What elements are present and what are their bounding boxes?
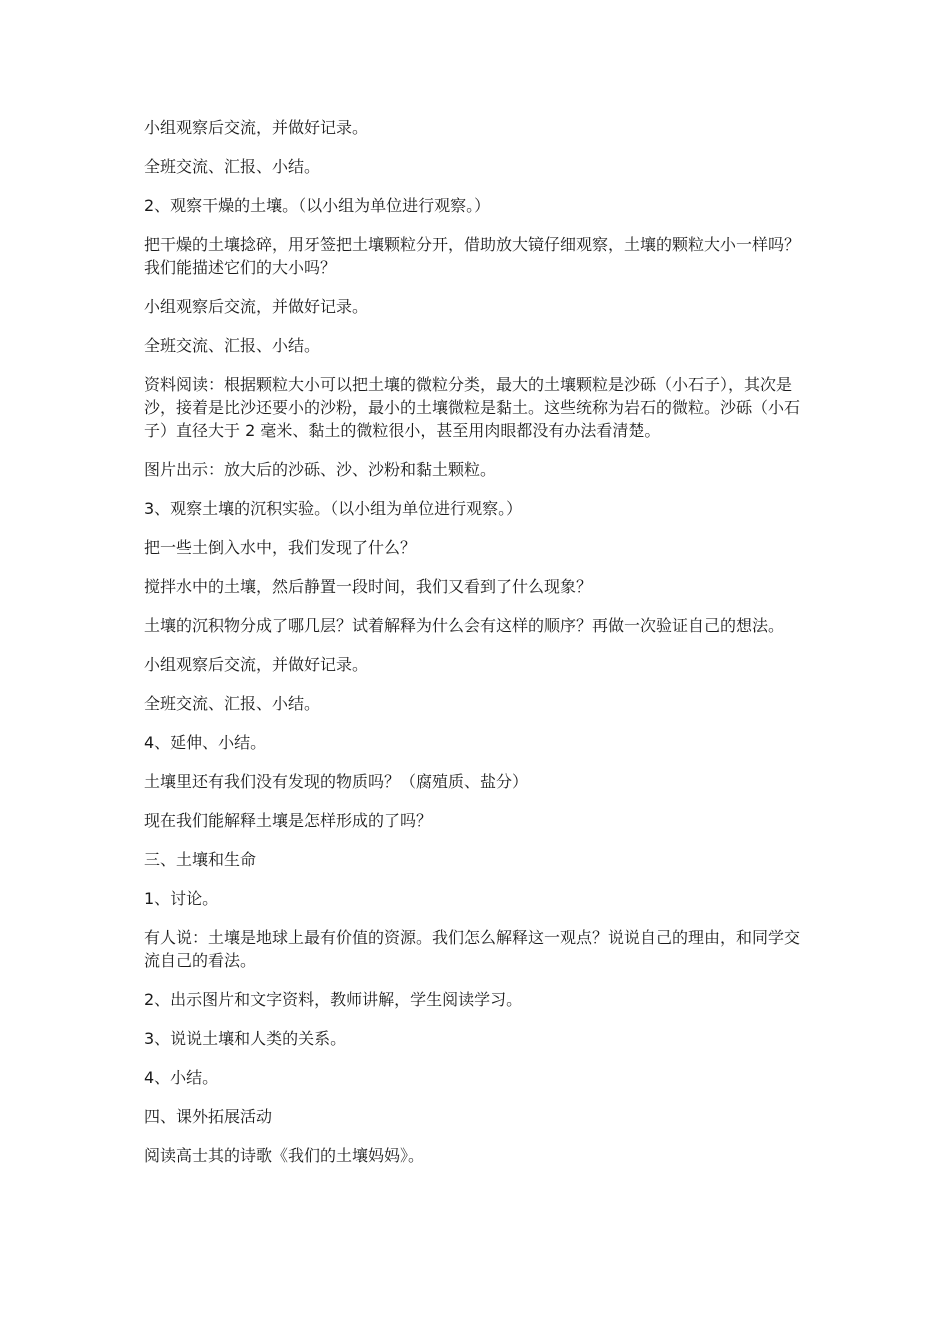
paragraph: 小组观察后交流，并做好记录。 (144, 118, 369, 137)
paragraph: 图片出示：放大后的沙砾、沙、沙粉和黏土颗粒。 (144, 460, 497, 479)
section-heading: 2、出示图片和文字资料，教师讲解，学生阅读学习。 (144, 990, 523, 1009)
paragraph: 全班交流、汇报、小结。 (144, 336, 321, 355)
paragraph: 全班交流、汇报、小结。 (144, 157, 321, 176)
section-heading: 2、观察干燥的土壤。（以小组为单位进行观察。） (144, 196, 491, 215)
paragraph: 资料阅读：根据颗粒大小可以把土壤的微粒分类，最大的土壤颗粒是沙砾（小石子），其次是沙，接着是比沙还要小的沙粉，最小的土壤微粒是黏土。这些统称为岩石的微粒。沙砾（小石子）直径大于 2 毫米、黏土的微粒很小，甚至用肉眼都没有办法看清楚。 (144, 375, 801, 440)
document-body (144, 116, 808, 1183)
section-heading: 4、小结。 (144, 1068, 219, 1087)
paragraph: 搅拌水中的土壤，然后静置一段时间，我们又看到了什么现象？ (144, 577, 593, 596)
section-heading: 3、说说土壤和人类的关系。 (144, 1029, 347, 1048)
paragraph: 有人说：土壤是地球上最有价值的资源。我们怎么解释这一观点？说说自己的理由，和同学交流自己的看法。 (144, 928, 801, 970)
paragraph: 全班交流、汇报、小结。 (144, 694, 321, 713)
section-heading: 1、讨论。 (144, 889, 219, 908)
paragraph: 小组观察后交流，并做好记录。 (144, 655, 369, 674)
paragraph: 把干燥的土壤捻碎，用牙签把土壤颗粒分开，借助放大镜仔细观察，土壤的颗粒大小一样吗？我们能描述它们的大小吗？ (144, 235, 801, 277)
section-heading: 3、观察土壤的沉积实验。（以小组为单位进行观察。） (144, 499, 523, 518)
paragraph: 把一些土倒入水中，我们发现了什么？ (144, 538, 417, 557)
chapter-heading: 四、课外拓展活动 (144, 1107, 273, 1126)
paragraph: 土壤的沉积物分成了哪几层？试着解释为什么会有这样的顺序？再做一次验证自己的想法。 (144, 616, 785, 635)
paragraph: 阅读高士其的诗歌《我们的土壤妈妈》。 (144, 1146, 425, 1165)
paragraph: 现在我们能解释土壤是怎样形成的了吗？ (144, 811, 433, 830)
section-heading: 4、延伸、小结。 (144, 733, 267, 752)
paragraph: 小组观察后交流，并做好记录。 (144, 297, 369, 316)
paragraph: 土壤里还有我们没有发现的物质吗？（腐殖质、盐分） (144, 772, 529, 791)
chapter-heading: 三、土壤和生命 (144, 850, 257, 869)
